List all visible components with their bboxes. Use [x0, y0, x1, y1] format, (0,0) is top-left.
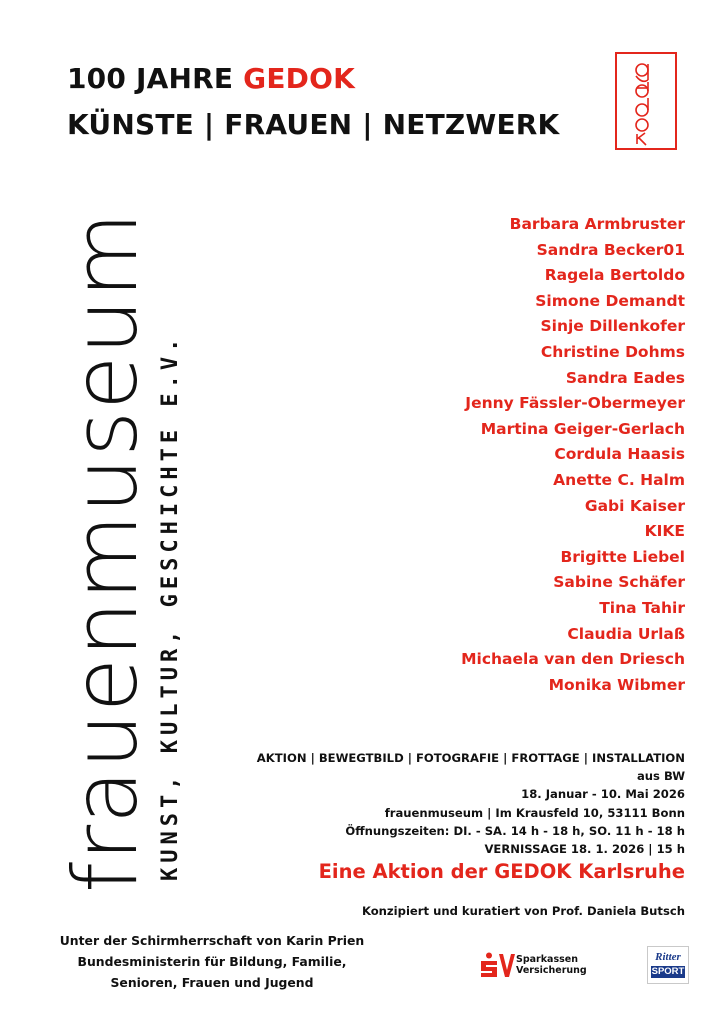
media-types: AKTION | BEWEGTBILD | FOTOGRAFIE | FROTTAGE | INSTALLATION [256, 751, 685, 765]
artist-name: Barbara Armbruster [509, 215, 685, 233]
artist-name: Jenny Fässler-Obermeyer [465, 394, 685, 413]
exhibition-dates: 18. Januar - 10. Mai 2026 [521, 787, 685, 802]
headline-tagline: KÜNSTE | FRAUEN | NETZWERK [67, 108, 560, 141]
curator-credit: Konzipiert und kuratiert von Prof. Daniela Butsch [361, 904, 685, 918]
artist-name: Sandra Becker01 [536, 240, 685, 259]
artist-name: Michaela van den Driesch [461, 650, 685, 669]
sparkasse-icon [479, 952, 515, 978]
artist-name: Sinje Dillenkofer [540, 317, 685, 336]
headline-anniversary [67, 62, 355, 96]
artist-name: Tina Tahir [599, 598, 685, 617]
headline-prefix: 100 JAHRE [67, 62, 234, 95]
venue-address: frauenmuseum | Im Krausfeld 10, 53111 Bonn [384, 805, 685, 820]
artist-name: Christine Dohms [540, 342, 685, 361]
museum-name: frauenmuseum [54, 211, 157, 893]
sparkasse-line-2: Versicherung [516, 965, 587, 976]
artist-name: Sabine Schäfer [553, 573, 685, 592]
artist-name: Cordula Haasis [554, 445, 685, 464]
artist-name: Martina Geiger-Gerlach [480, 419, 685, 438]
artist-name: Sandra Eades [565, 368, 685, 387]
patron-line-1: Unter der Schirmherrschaft von Karin Prien [59, 933, 365, 948]
ritter-brand: Ritter [655, 951, 681, 963]
artist-name: Ragela Bertoldo [544, 266, 685, 285]
action-title: Eine Aktion der GEDOK Karlsruhe [318, 860, 685, 883]
sparkasse-logo [479, 952, 587, 982]
artist-name: Simone Demandt [535, 291, 685, 310]
artist-name: Claudia Urlaß [567, 624, 685, 643]
artist-name: KIKE [644, 522, 685, 541]
ritter-sport-logo [647, 946, 689, 984]
sparkasse-line-1: Sparkassen [516, 954, 578, 965]
museum-wordmark [54, 211, 184, 893]
patronage [57, 930, 367, 993]
patron-line-2: Bundesministerin für Bildung, Familie, [77, 954, 347, 969]
headline-gedok: GEDOK [243, 62, 356, 95]
gedok-logo [615, 52, 677, 150]
patron-line-3: Senioren, Frauen und Jugend [110, 975, 314, 990]
vernissage: VERNISSAGE 18. 1. 2026 | 15 h [484, 842, 685, 857]
artist-list [461, 212, 685, 698]
artist-name: Brigitte Liebel [560, 547, 685, 566]
artist-name: Anette C. Halm [553, 470, 685, 489]
artist-name: Gabi Kaiser [584, 496, 685, 515]
ritter-sport-label: SPORT [651, 966, 685, 977]
opening-hours: Öffnungszeiten: DI. - SA. 14 h - 18 h, SO. 11 h - 18 h [345, 823, 685, 838]
museum-subtitle: KUNST, KULTUR, GESCHICHTE E.V. [158, 333, 183, 881]
exhibition-info [257, 749, 685, 858]
origin: aus BW [636, 769, 685, 784]
artist-name: Monika Wibmer [548, 675, 685, 694]
